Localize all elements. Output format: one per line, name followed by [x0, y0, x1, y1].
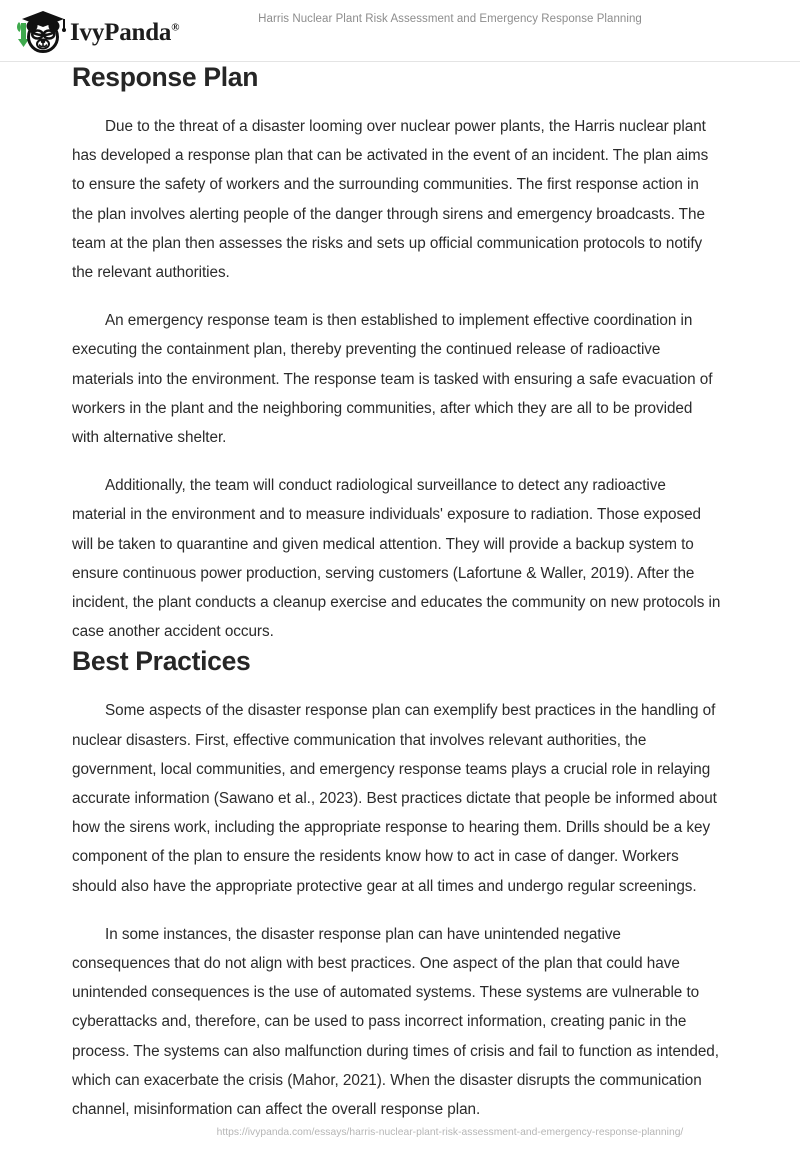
paragraph: In some instances, the disaster response plan can have unintended negative consequences that do not align with best practices. One aspect of the plan that could have unintended consequences is the use of automated systems. These systems are vulnerable to cyberattacks and, therefore, can be used to pass incorrect information, creating panic in the process. The systems can also malfunction during times of crisis and fail to function as intended, which can exacerbate the crisis (Mahor, 2021). When the disaster disrupts the communication channel, misinformation can affect the overall response plan. [72, 925, 719, 1119]
registered-mark: ® [171, 21, 180, 34]
section-response-plan [72, 62, 722, 646]
document-body [72, 62, 722, 1124]
section-heading-response-plan: Response Plan [72, 62, 259, 92]
brand-name-text: IvyPanda [70, 18, 172, 46]
header-document-title: Harris Nuclear Plant Risk Assessment and Emergency Response Planning [258, 13, 642, 25]
paragraph: An emergency response team is then established to implement effective coordination in executing the containment plan, thereby preventing the continued release of radioactive materials into the environment. The response team is tasked with ensuring a safe evacuation of workers in the plant and the neighboring communities, after which they are all to be provided with alternative shelter. [72, 312, 713, 447]
paragraph: Due to the threat of a disaster looming over nuclear power plants, the Harris nuclear plant has developed a response plan that can be activated in the event of an incident. The plan aims to ensure the safety of workers and the surrounding communities. The first response action in the plan involves alerting people of the danger through sirens and emergency broadcasts. The team at the plan then assesses the risks and sets up official communication protocols to notify the relevant authorities. [72, 118, 709, 282]
source-url-link[interactable]: https://ivypanda.com/essays/harris-nuclear-plant-risk-assessment-and-emergency-response-planning/ [216, 1127, 684, 1138]
section-best-practices [72, 646, 722, 1124]
section-heading-best-practices: Best Practices [72, 646, 251, 677]
paragraph: Additionally, the team will conduct radiological surveillance to detect any radioactive material in the environment and to measure individuals' exposure to radiation. Those exposed will be taken to quarantine and given medical attention. They will provide a backup system to ensure continuous power production, serving customers (Lafortune & Waller, 2019). After the incident, the plant conducts a cleanup exercise and educates the community on new protocols in case another accident occurs. [72, 477, 721, 641]
paragraph: Some aspects of the disaster response plan can exemplify best practices in the handling of nuclear disasters. First, effective communication that involves relevant authorities, the government, local communities, and emergency response teams plays a crucial role in relaying accurate information (Sawano et al., 2023). Best practices dictate that people be informed about how the sirens work, including the appropriate response to hearing them. Drills should be a key component of the plan to ensure the residents know how to act in case of danger. Workers should also have the appropriate protective gear at all times and undergo regular screenings. [72, 702, 717, 895]
page-header [0, 0, 800, 62]
page-footer [0, 1122, 800, 1140]
